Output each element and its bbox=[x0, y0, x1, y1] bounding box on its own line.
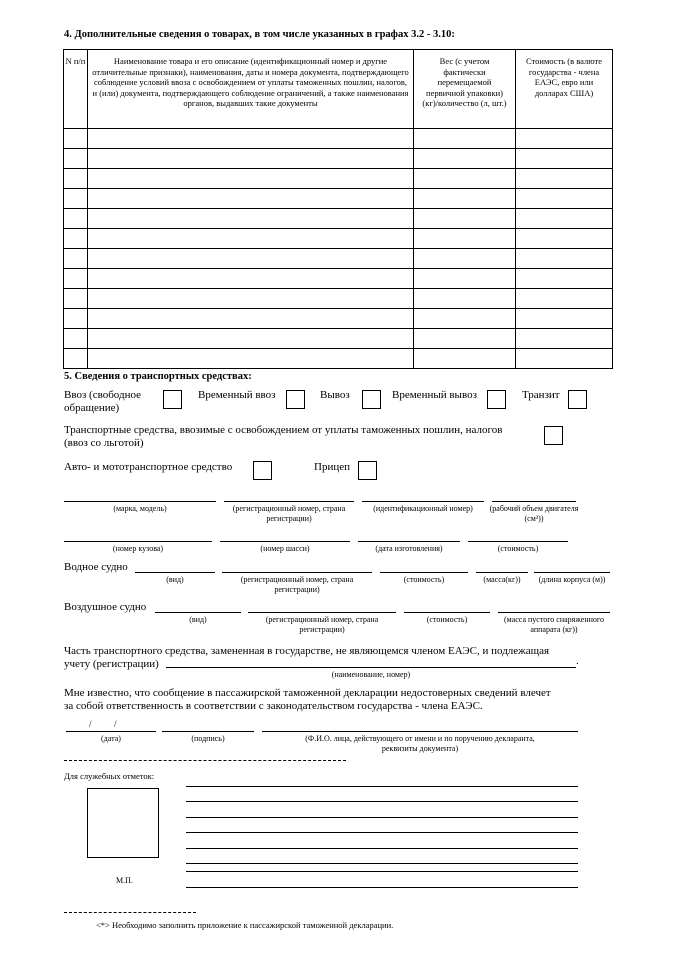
section4-title: 4. Дополнительные сведения о товарах, в том числе указанных в графах 3.2 - 3.10: bbox=[64, 29, 455, 40]
part-field[interactable] bbox=[166, 667, 576, 668]
option-temp-import-checkbox[interactable] bbox=[286, 390, 305, 409]
stamp-label: М.П. bbox=[116, 876, 133, 885]
option-temp-export-label: Временный вывоз bbox=[392, 389, 477, 401]
table-cell[interactable] bbox=[64, 269, 88, 289]
water-type-field[interactable] bbox=[135, 572, 215, 573]
table-cell[interactable] bbox=[64, 229, 88, 249]
air-label: Воздушное судно bbox=[64, 601, 147, 613]
table-cell[interactable] bbox=[88, 189, 414, 209]
goods-table bbox=[63, 49, 613, 369]
brand-caption: (марка, модель) bbox=[113, 504, 167, 513]
service-line[interactable] bbox=[186, 832, 578, 833]
table-cell[interactable] bbox=[64, 169, 88, 189]
water-reg-caption: (регистрационный номер, страна регистрации) bbox=[240, 575, 354, 594]
table-cell[interactable] bbox=[88, 309, 414, 329]
table-row bbox=[64, 329, 613, 349]
date-caption: (дата) bbox=[101, 734, 121, 743]
part-text-2: учету (регистрации) bbox=[64, 658, 159, 670]
declarant-name-field[interactable] bbox=[262, 731, 578, 732]
table-cell[interactable] bbox=[414, 349, 516, 369]
table-cell[interactable] bbox=[88, 329, 414, 349]
air-type-caption: (вид) bbox=[189, 615, 207, 624]
option-export-checkbox[interactable] bbox=[362, 390, 381, 409]
option-export-label: Вывоз bbox=[320, 389, 350, 401]
chassis-caption: (номер шасси) bbox=[260, 544, 310, 553]
air-mass-field[interactable] bbox=[498, 612, 610, 613]
table-cell[interactable] bbox=[88, 289, 414, 309]
table-cell[interactable] bbox=[64, 329, 88, 349]
engine-field[interactable] bbox=[492, 501, 576, 502]
air-cost-caption: (стоимость) bbox=[426, 615, 468, 624]
part-text-1: Часть транспортного средства, замененная в государстве, не являющемся членом ЕАЭС, и подлежащая bbox=[64, 645, 550, 657]
table-cell[interactable] bbox=[64, 189, 88, 209]
service-line[interactable] bbox=[186, 848, 578, 849]
table-cell[interactable] bbox=[414, 149, 516, 169]
col-number: N п/п bbox=[64, 50, 88, 129]
date-separators: / / bbox=[89, 719, 117, 729]
table-row bbox=[64, 129, 613, 149]
brand-field[interactable] bbox=[64, 501, 216, 502]
table-cell[interactable] bbox=[516, 329, 613, 349]
auto-checkbox[interactable] bbox=[253, 461, 272, 480]
table-row bbox=[64, 269, 613, 289]
table-cell[interactable] bbox=[64, 349, 88, 369]
col-weight: Вес (с учетом фактически перемещаемой первичной упаковки) (кг)/количество (л, шт.) bbox=[414, 50, 516, 129]
air-mass-caption: (масса пустого снаряженного аппарата (кг)) bbox=[504, 615, 604, 634]
signature-caption: (подпись) bbox=[191, 734, 225, 743]
water-cost-field[interactable] bbox=[380, 572, 468, 573]
option-temp-export-checkbox[interactable] bbox=[487, 390, 506, 409]
table-cell[interactable] bbox=[516, 269, 613, 289]
service-line[interactable] bbox=[186, 801, 578, 802]
water-reg-field[interactable] bbox=[222, 572, 372, 573]
date-signature-field[interactable] bbox=[66, 731, 156, 732]
table-cell[interactable] bbox=[516, 349, 613, 369]
table-cell[interactable] bbox=[414, 269, 516, 289]
air-reg-caption: (регистрационный номер, страна регистрации) bbox=[265, 615, 379, 634]
table-cell[interactable] bbox=[414, 289, 516, 309]
table-cell[interactable] bbox=[64, 129, 88, 149]
col-description: Наименование товара и его описание (идентификационный номер и другие отличительные признаки), наименования, даты и номера документа, подтверждающего соблюдение условий ввоза с освобождением от уплаты таможенных пошлин, налогов, и (или) документа, подтверждающего соблюдение ограничений, а также наименования органов, выдавших такие документы bbox=[88, 50, 414, 129]
option-import-free-checkbox[interactable] bbox=[163, 390, 182, 409]
table-cell[interactable] bbox=[88, 169, 414, 189]
service-line[interactable] bbox=[186, 786, 578, 787]
table-cell[interactable] bbox=[88, 229, 414, 249]
table-cell[interactable] bbox=[414, 329, 516, 349]
table-cell[interactable] bbox=[516, 129, 613, 149]
table-cell[interactable] bbox=[88, 149, 414, 169]
cost-field[interactable] bbox=[468, 541, 568, 542]
col-cost: Стоимость (в валюте государства - члена ЕАЭС, евро или долларах США) bbox=[516, 50, 613, 129]
stamp-box[interactable] bbox=[87, 788, 159, 858]
trailer-label: Прицеп bbox=[314, 461, 350, 473]
table-row bbox=[64, 189, 613, 209]
water-mass-caption: (масса(кг)) bbox=[483, 575, 521, 584]
table-cell[interactable] bbox=[64, 289, 88, 309]
table-cell[interactable] bbox=[88, 209, 414, 229]
trailer-checkbox[interactable] bbox=[358, 461, 377, 480]
id-caption: (идентификационный номер) bbox=[373, 504, 473, 513]
table-cell[interactable] bbox=[414, 129, 516, 149]
service-line[interactable] bbox=[186, 817, 578, 818]
separator-dashed bbox=[64, 760, 346, 761]
chassis-field[interactable] bbox=[220, 541, 350, 542]
service-line[interactable] bbox=[186, 871, 578, 872]
table-cell[interactable] bbox=[64, 309, 88, 329]
table-row bbox=[64, 349, 613, 369]
table-row bbox=[64, 249, 613, 269]
body-field[interactable] bbox=[64, 541, 212, 542]
option-transit-label: Транзит bbox=[522, 389, 560, 401]
date-caption: (дата изготовления) bbox=[375, 544, 443, 553]
water-length-caption: (длина корпуса (м)) bbox=[538, 575, 606, 584]
table-cell[interactable] bbox=[414, 209, 516, 229]
table-row bbox=[64, 229, 613, 249]
table-cell[interactable] bbox=[516, 169, 613, 189]
exempt-checkbox[interactable] bbox=[544, 426, 563, 445]
table-row bbox=[64, 309, 613, 329]
table-row bbox=[64, 169, 613, 189]
service-label: Для служебных отметок: bbox=[64, 771, 155, 781]
table-row bbox=[64, 209, 613, 229]
id-field[interactable] bbox=[362, 501, 484, 502]
footnote-separator bbox=[64, 912, 196, 913]
table-cell[interactable] bbox=[516, 209, 613, 229]
exempt-label: Транспортные средства, ввозимые с освобождением от уплаты таможенных пошлин, налогов (ввоз со льготой) bbox=[64, 424, 503, 449]
table-cell[interactable] bbox=[414, 249, 516, 269]
table-cell[interactable] bbox=[414, 189, 516, 209]
section5-title: 5. Сведения о транспортных средствах: bbox=[64, 371, 252, 382]
table-cell[interactable] bbox=[516, 309, 613, 329]
water-label: Водное судно bbox=[64, 561, 128, 573]
air-type-field[interactable] bbox=[155, 612, 241, 613]
cost-caption: (стоимость) bbox=[497, 544, 539, 553]
signature-field[interactable] bbox=[162, 731, 254, 732]
water-length-field[interactable] bbox=[534, 572, 610, 573]
declaration-text-2: за собой ответственность в соответствии с законодательством государства - члена ЕАЭС. bbox=[64, 700, 483, 712]
date-field[interactable] bbox=[358, 541, 460, 542]
table-cell[interactable] bbox=[516, 189, 613, 209]
table-row bbox=[64, 149, 613, 169]
table-cell[interactable] bbox=[88, 349, 414, 369]
reg-caption: (регистрационный номер, страна регистрации) bbox=[232, 504, 346, 523]
declaration-text-1: Мне известно, что сообщение в пассажирской таможенной декларации недостоверных сведений влечет bbox=[64, 687, 551, 699]
table-cell[interactable] bbox=[516, 249, 613, 269]
reg-field[interactable] bbox=[224, 501, 354, 502]
body-caption: (номер кузова) bbox=[112, 544, 164, 553]
table-cell[interactable] bbox=[88, 129, 414, 149]
option-temp-import-label: Временный ввоз bbox=[198, 389, 276, 401]
option-transit-checkbox[interactable] bbox=[568, 390, 587, 409]
table-cell[interactable] bbox=[64, 149, 88, 169]
table-cell[interactable] bbox=[516, 289, 613, 309]
table-cell[interactable] bbox=[64, 209, 88, 229]
table-cell[interactable] bbox=[88, 249, 414, 269]
table-cell[interactable] bbox=[414, 309, 516, 329]
table-cell[interactable] bbox=[516, 229, 613, 249]
table-cell[interactable] bbox=[414, 169, 516, 189]
table-cell[interactable] bbox=[414, 229, 516, 249]
auto-label: Авто- и мототранспортное средство bbox=[64, 461, 233, 473]
water-type-caption: (вид) bbox=[166, 575, 184, 584]
table-cell[interactable] bbox=[88, 269, 414, 289]
option-import-free-label: Ввоз (свободное обращение) bbox=[64, 389, 141, 414]
engine-caption: (рабочий объем двигателя (см³)) bbox=[489, 504, 579, 523]
water-mass-field[interactable] bbox=[476, 572, 528, 573]
water-cost-caption: (стоимость) bbox=[403, 575, 445, 584]
footnote: <*> Необходимо заполнить приложение к пассажирской таможенной декларации. bbox=[96, 920, 394, 930]
table-cell[interactable] bbox=[64, 249, 88, 269]
air-reg-field[interactable] bbox=[248, 612, 396, 613]
part-caption: (наименование, номер) bbox=[331, 670, 411, 679]
service-line[interactable] bbox=[186, 887, 578, 888]
table-cell[interactable] bbox=[516, 149, 613, 169]
air-cost-field[interactable] bbox=[404, 612, 490, 613]
service-line[interactable] bbox=[186, 863, 578, 864]
declarant-name-caption: (Ф.И.О. лица, действующего от имени и по поручению декларанта, реквизиты документа) bbox=[305, 734, 535, 753]
table-row bbox=[64, 289, 613, 309]
